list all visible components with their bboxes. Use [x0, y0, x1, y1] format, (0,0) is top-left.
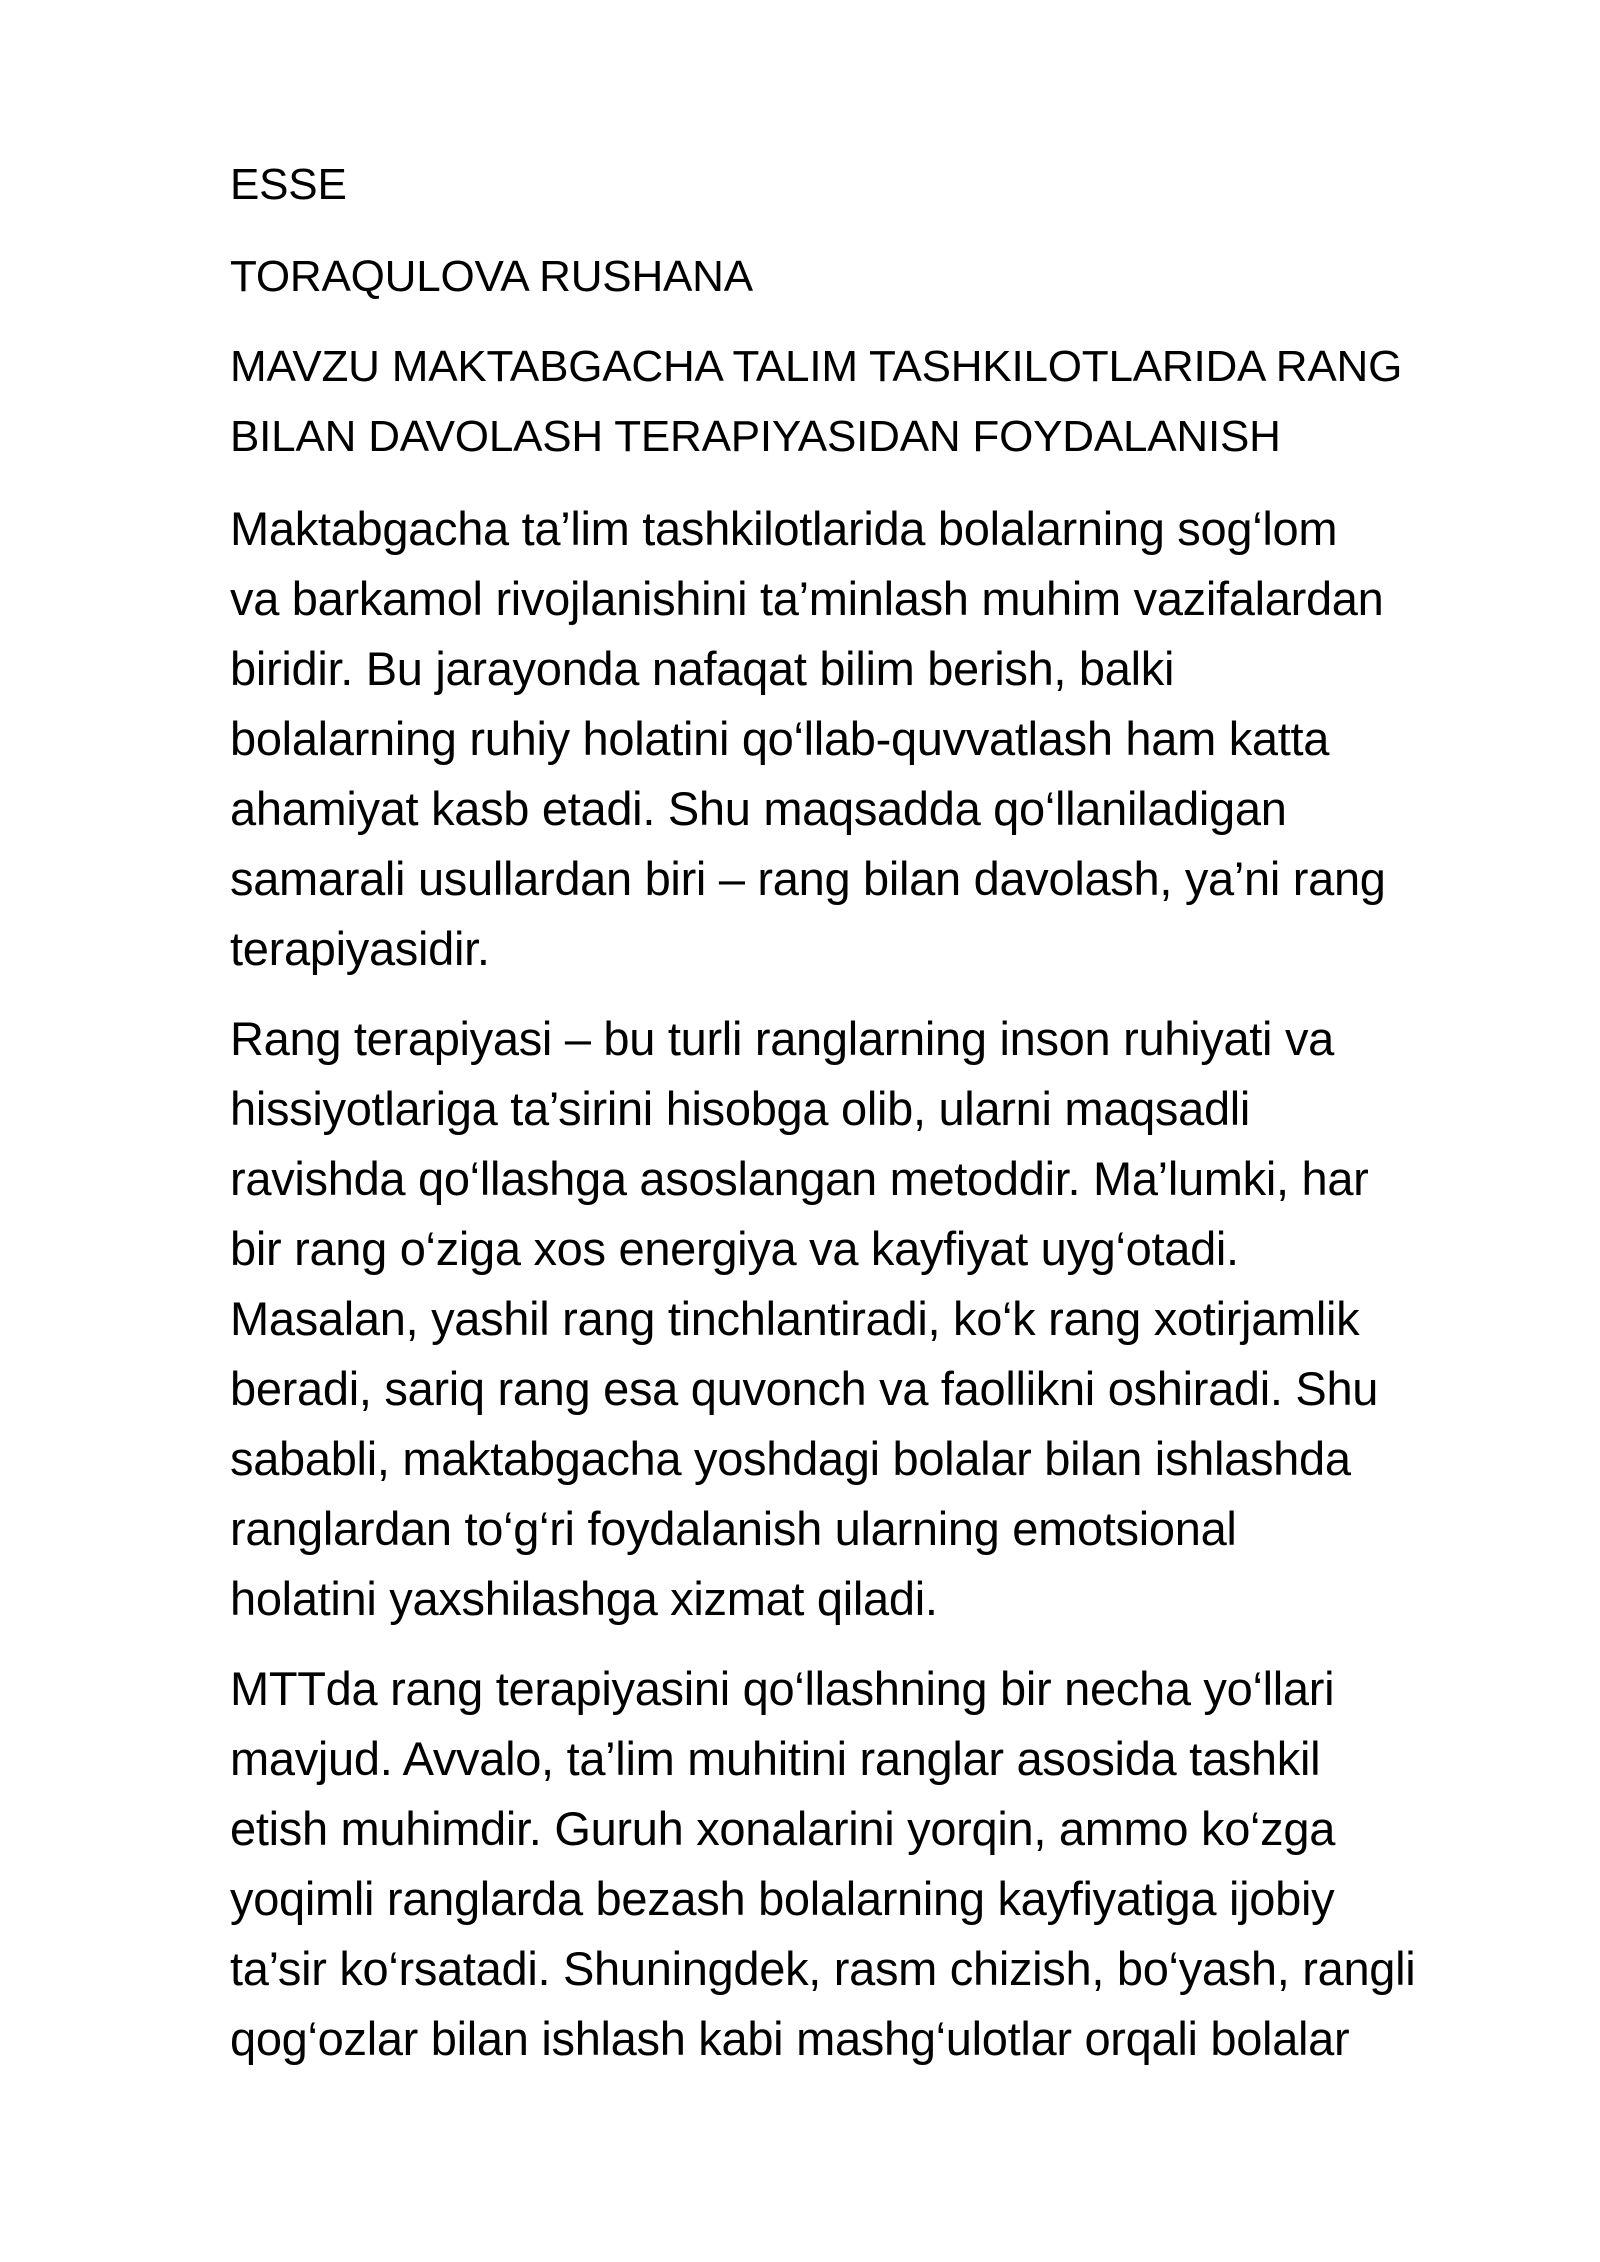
paragraph-mtt-methods [230, 1654, 1520, 2074]
paragraph-line: bir rang o‘ziga xos energiya va kayfiyat uyg‘otadi. [230, 1222, 1239, 1275]
paragraph-line: qog‘ozlar bilan ishlash kabi mashg‘ulotlar orqali bolalar [230, 2012, 1350, 2065]
paragraph-line: yoqimli ranglarda bezash bolalarning kayfiyatiga ijobiy [230, 1872, 1335, 1925]
essay-label: ESSE [230, 160, 347, 209]
paragraph-line: terapiyasidir. [230, 922, 490, 975]
paragraph-line: Rang terapiyasi – bu turli ranglarning inson ruhiyati va [230, 1012, 1334, 1065]
paragraph-line: sababli, maktabgacha yoshdagi bolalar bilan ishlashda [230, 1432, 1351, 1485]
paragraph-line: MTTda rang terapiyasini qo‘llashning bir necha yo‘llari [230, 1662, 1335, 1715]
paragraph-line: beradi, sariq rang esa quvonch va faollikni oshiradi. Shu [230, 1362, 1379, 1415]
paragraph-line: ta’sir ko‘rsatadi. Shuningdek, rasm chizish, bo‘yash, rangli [230, 1942, 1416, 1995]
paragraph-line: ravishda qo‘llashga asoslangan metoddir. Ma’lumki, har [230, 1152, 1369, 1205]
paragraph-line: holatini yaxshilashga xizmat qiladi. [230, 1572, 938, 1625]
paragraph-line: biridir. Bu jarayonda nafaqat bilim berish, balki [230, 642, 1175, 695]
paragraph-line: hissiyotlariga ta’sirini hisobga olib, ularni maqsadli [230, 1082, 1251, 1135]
paragraph-line: ranglardan to‘g‘ri foydalanish ularning emotsional [230, 1502, 1237, 1555]
essay-topic [230, 332, 1520, 472]
paragraph-line: etish muhimdir. Guruh xonalarini yorqin, ammo ko‘zga [230, 1802, 1336, 1855]
paragraph-line: Masalan, yashil rang tinchlantiradi, ko‘k rang xotirjamlik [230, 1292, 1360, 1345]
paragraph-line: va barkamol rivojlanishini ta’minlash muhim vazifalardan [230, 572, 1384, 625]
paragraph-line: bolalarning ruhiy holatini qo‘llab-quvvatlash ham katta [230, 712, 1330, 765]
paragraph-line: ahamiyat kasb etadi. Shu maqsadda qo‘llaniladigan [230, 782, 1287, 835]
paragraph-line: Maktabgacha ta’lim tashkilotlarida bolalarning sog‘lom [230, 502, 1338, 555]
topic-line: BILAN DAVOLASH TERAPIYASIDAN FOYDALANISH [230, 412, 1281, 461]
topic-line: MAVZU MAKTABGACHA TALIM TASHKILOTLARIDA RANG [230, 342, 1403, 391]
paragraph-intro [230, 494, 1520, 984]
paragraph-color-therapy [230, 1004, 1520, 1634]
paragraph-line: mavjud. Avvalo, ta’lim muhitini ranglar asosida tashkil [230, 1732, 1321, 1785]
author-name: TORAQULOVA RUSHANA [230, 252, 753, 301]
paragraph-line: samarali usullardan biri – rang bilan davolash, ya’ni rang [230, 852, 1386, 905]
document-body [230, 150, 1520, 2094]
